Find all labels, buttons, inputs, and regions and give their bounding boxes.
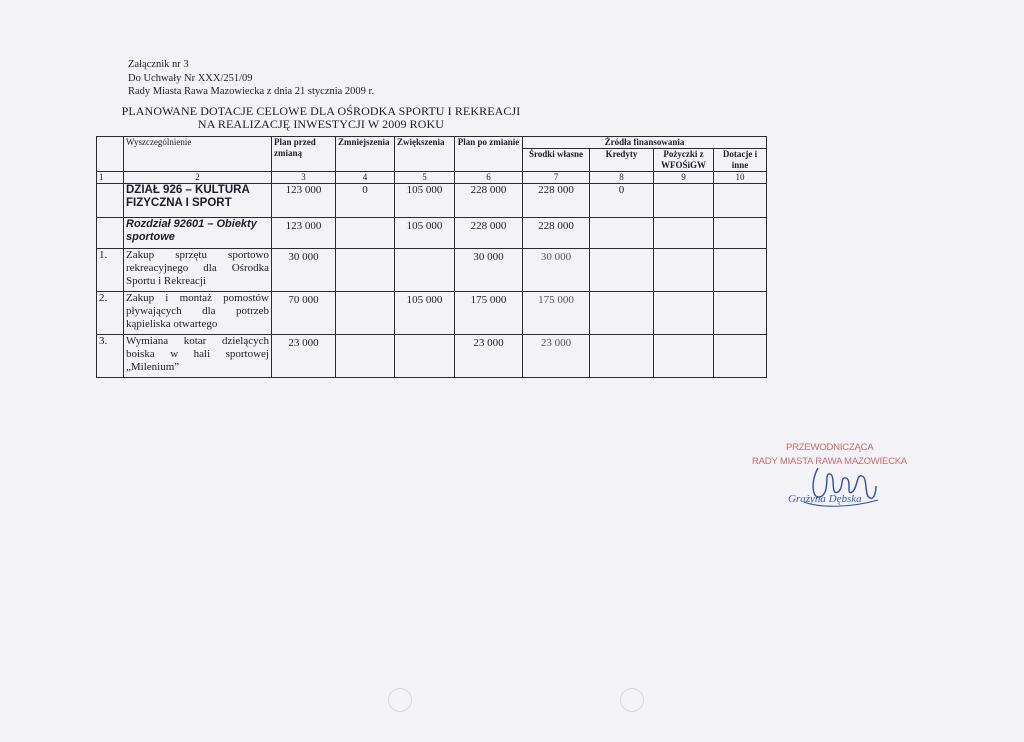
resolution-reference: Do Uchwały Nr XXX/251/09 [128,72,253,84]
col-number: 10 [714,172,767,184]
punch-hole [620,688,644,712]
row-plan-po: 30 000 [455,249,523,292]
col-number: 5 [395,172,455,184]
rozdzial-plan-przed: 123 000 [272,218,336,249]
rozdzial-zmniejszenia [336,218,395,249]
rozdzial-srodki: 228 000 [523,218,590,249]
title-line-2: NA REALIZACJĘ INWESTYCJI W 2009 ROKU [197,117,445,131]
rozdzial-plan-po: 228 000 [455,218,523,249]
rozdzial-pozyczki [654,218,714,249]
column-number-row [97,172,767,184]
row-description: Zakup sprzętu sportowo rekreacyjnego dla Ośrodka Sportu i Rekreacji [124,249,272,292]
col-number: 3 [272,172,336,184]
row-zwiekszenia: 105 000 [395,292,455,335]
subsidies-table [96,136,767,378]
row-pozyczki [654,335,714,378]
attachment-number: Załącznik nr 3 [128,59,189,70]
row-plan-po: 23 000 [455,335,523,378]
header-zwiekszenia: Zwiększenia [395,137,455,172]
header-dotacje: Dotacje i inne [714,149,767,172]
header-wyszczegolnienie: Wyszczególnienie [124,137,272,172]
row-kredyty [590,335,654,378]
row-dotacje [714,335,767,378]
table-row [97,292,767,335]
dzial-zmniejszenia: 0 [336,184,395,218]
header-plan-po: Plan po zmianie [455,137,523,172]
stamp-title: PRZEWODNICZĄCA [786,442,874,453]
dzial-zwiekszenia: 105 000 [395,184,455,218]
row-plan-przed: 23 000 [272,335,336,378]
punch-hole [388,688,412,712]
header-lp [97,137,124,172]
row-zmniejszenia [336,249,395,292]
dzial-plan-przed: 123 000 [272,184,336,218]
col-number: 9 [654,172,714,184]
header-row-1 [97,137,767,149]
row-plan-po: 175 000 [455,292,523,335]
stamp-council: RADY MIASTA RAWA MAZOWIECKA [752,456,908,467]
council-date: Rady Miasta Rawa Mazowiecka z dnia 21 stycznia 2009 r. [128,86,375,97]
row-description: Wymiana kotar dzielących boiska w hali sportowej „Milenium” [124,335,272,378]
dzial-srodki: 228 000 [523,184,590,218]
dzial-pozyczki [654,184,714,218]
rozdzial-kredyty [590,218,654,249]
col-number: 8 [590,172,654,184]
dzial-lp [97,184,124,218]
row-pozyczki [654,249,714,292]
rozdzial-dotacje [714,218,767,249]
row-zmniejszenia [336,292,395,335]
row-pozyczki [654,292,714,335]
row-kredyty [590,292,654,335]
dzial-row [97,184,767,218]
row-dotacje [714,249,767,292]
document-title [96,105,546,131]
row-srodki: 175 000 [523,292,590,335]
header-zrodla: Źródła finansowania [523,137,767,149]
rozdzial-lp [97,218,124,249]
row-zwiekszenia [395,249,455,292]
rozdzial-zwiekszenia: 105 000 [395,218,455,249]
header-zmniejszenia: Zmniejszenia [336,137,395,172]
row-lp: 3. [97,335,124,378]
col-number: 7 [523,172,590,184]
row-plan-przed: 30 000 [272,249,336,292]
row-description: Zakup i montaż pomostów pływających dla potrzeb kąpieliska otwartego [124,292,272,335]
table-row [97,249,767,292]
title-line-1: PLANOWANE DOTACJE CELOWE DLA OŚRODKA SPORTU I REKREACJI [121,104,521,118]
header-pozyczki: Pożyczki z WFOŚiGW [654,149,714,172]
col-number: 1 [97,172,124,184]
attachment-header [128,58,374,99]
dzial-dotacje [714,184,767,218]
row-zwiekszenia [395,335,455,378]
row-lp: 2. [97,292,124,335]
row-zmniejszenia [336,335,395,378]
header-plan-przed: Plan przed zmianą [272,137,336,172]
row-lp: 1. [97,249,124,292]
col-number: 6 [455,172,523,184]
col-number: 4 [336,172,395,184]
rozdzial-label: Rozdział 92601 – Obiekty sportowe [124,218,272,249]
rozdzial-row [97,218,767,249]
row-kredyty [590,249,654,292]
row-plan-przed: 70 000 [272,292,336,335]
header-srodki: Środki własne [523,149,590,172]
row-dotacje [714,292,767,335]
dzial-kredyty: 0 [590,184,654,218]
table-row [97,335,767,378]
col-number: 2 [124,172,272,184]
header-kredyty: Kredyty [590,149,654,172]
dzial-plan-po: 228 000 [455,184,523,218]
row-srodki: 23 000 [523,335,590,378]
row-srodki: 30 000 [523,249,590,292]
signature-name: Grażyna Dębska [788,493,862,505]
dzial-label: DZIAŁ 926 – KULTURA FIZYCZNA I SPORT [124,184,272,218]
